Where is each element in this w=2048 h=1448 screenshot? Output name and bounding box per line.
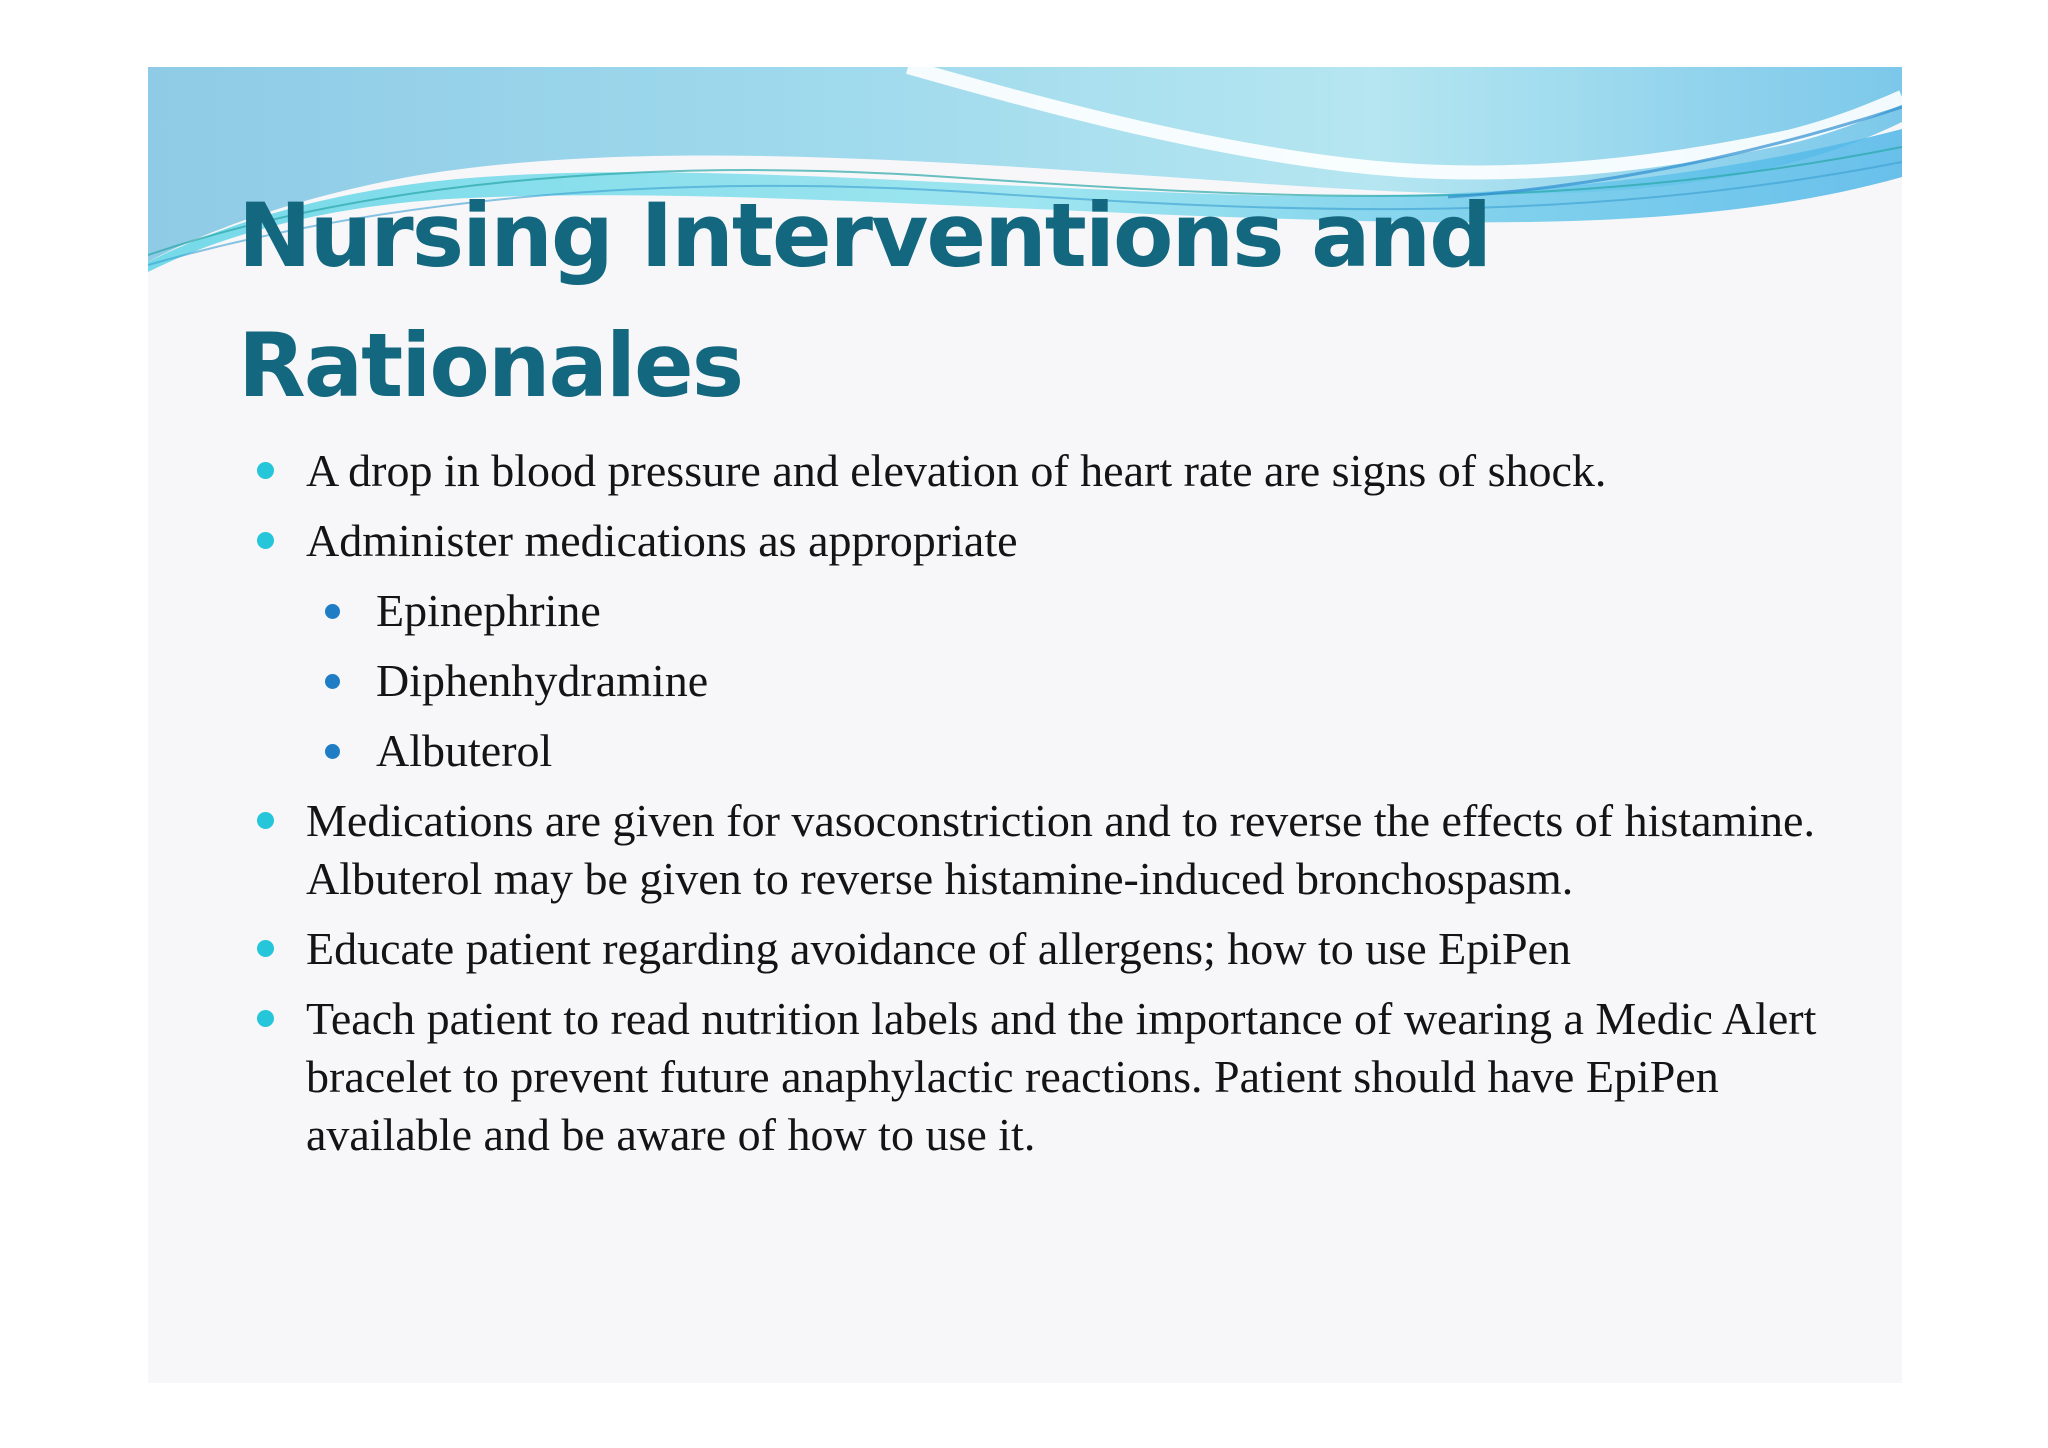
list-item [238,792,1838,908]
list-item [238,990,1838,1164]
bullet-icon [257,812,274,829]
sub-bullet-icon [325,744,340,759]
bullet-icon [257,462,274,479]
bullet-list [238,442,1838,1176]
list-item-text: Diphenhydramine [376,655,709,706]
bullet-icon [257,940,274,957]
sub-list-item [238,652,1838,710]
list-item [238,920,1838,978]
list-item-text: Albuterol [376,725,553,776]
slide-title: Nursing Interventions and Rationales [238,184,1491,417]
list-item [238,512,1838,570]
sub-bullet-icon [325,604,340,619]
list-item-text: Epinephrine [376,585,601,636]
sub-bullet-icon [325,674,340,689]
list-item-text: A drop in blood pressure and elevation of heart rate are signs of shock. [306,445,1607,496]
bullet-icon [257,532,274,549]
list-item-text: Educate patient regarding avoidance of allergens; how to use EpiPen [306,923,1571,974]
slide [148,67,1902,1383]
list-item-text: Medications are given for vasoconstriction and to reverse the effects of histamine. Albuterol may be given to reverse histamine-induced bronchospasm. [306,795,1815,904]
list-item-text: Administer medications as appropriate [306,515,1018,566]
sub-list-item [238,582,1838,640]
sub-list-item [238,722,1838,780]
list-item-text: Teach patient to read nutrition labels and the importance of wearing a Medic Alert bracelet to prevent future anaphylactic reactions. Patient should have EpiPen available and be aware of how to use it. [306,993,1817,1160]
list-item [238,442,1838,500]
bullet-icon [257,1010,274,1027]
